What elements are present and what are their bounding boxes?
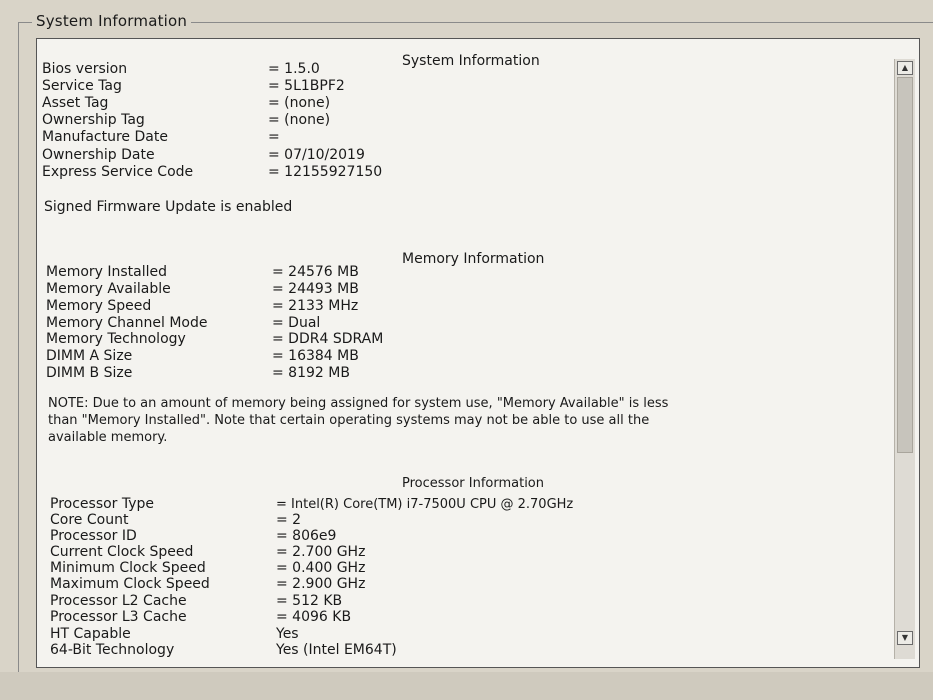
- row-value: Yes: [276, 626, 299, 642]
- memory-section-title: Memory Information: [402, 251, 545, 267]
- chevron-down-icon[interactable]: ▼: [897, 631, 913, 645]
- row-label: Express Service Code: [42, 164, 194, 180]
- row-value: = 2133 MHz: [272, 298, 359, 314]
- scrollbar-thumb[interactable]: [897, 77, 913, 453]
- row-value: = (none): [268, 112, 331, 128]
- row-value: Yes (Intel EM64T): [276, 642, 397, 658]
- row-label: HT Capable: [50, 626, 131, 642]
- memory-note-line: than "Memory Installed". Note that certain operating systems may not be able to use all the: [48, 413, 650, 428]
- row-label: Memory Speed: [46, 298, 152, 314]
- row-label: Current Clock Speed: [50, 544, 194, 560]
- row-label: Manufacture Date: [42, 129, 168, 145]
- row-label: DIMM B Size: [46, 365, 133, 381]
- row-value: = 0.400 GHz: [276, 560, 366, 576]
- row-value: = 2: [276, 512, 302, 528]
- row-value: = 4096 KB: [276, 609, 352, 625]
- row-value: = 07/10/2019: [268, 147, 365, 163]
- row-label: Ownership Date: [42, 147, 155, 163]
- row-value: = 2.700 GHz: [276, 544, 366, 560]
- chevron-up-icon[interactable]: ▲: [897, 61, 913, 75]
- row-value: = 5L1BPF2: [268, 78, 345, 94]
- row-label: DIMM A Size: [46, 348, 133, 364]
- row-value: = 806e9: [276, 528, 337, 544]
- row-label: Ownership Tag: [42, 112, 145, 128]
- row-label: Service Tag: [42, 78, 122, 94]
- row-value: = Intel(R) Core(TM) i7-7500U CPU @ 2.70GHz: [276, 497, 574, 512]
- row-value: = (none): [268, 95, 331, 111]
- row-value: =: [268, 129, 280, 145]
- row-label: Processor ID: [50, 528, 137, 544]
- row-label: Memory Installed: [46, 264, 168, 280]
- row-value: = 16384 MB: [272, 348, 359, 364]
- row-label: Processor L2 Cache: [50, 593, 187, 609]
- row-value: = 24576 MB: [272, 264, 359, 280]
- row-label: Minimum Clock Speed: [50, 560, 206, 576]
- system-info-panel: [36, 38, 920, 668]
- row-label: Memory Channel Mode: [46, 315, 208, 331]
- row-value: = 8192 MB: [272, 365, 350, 381]
- bottom-bar: [0, 672, 933, 700]
- row-value: = 1.5.0: [268, 61, 320, 77]
- row-value: = 24493 MB: [272, 281, 359, 297]
- row-value: = 2.900 GHz: [276, 576, 366, 592]
- row-label: Core Count: [50, 512, 129, 528]
- memory-note-line: NOTE: Due to an amount of memory being assigned for system use, "Memory Available" is less: [48, 396, 669, 411]
- row-value: = 12155927150: [268, 164, 383, 180]
- row-value: = 512 KB: [276, 593, 343, 609]
- vertical-scrollbar[interactable]: [894, 59, 915, 659]
- memory-note-line: available memory.: [48, 430, 168, 445]
- row-label: Bios version: [42, 61, 128, 77]
- row-value: = DDR4 SDRAM: [272, 331, 384, 347]
- row-label: Asset Tag: [42, 95, 109, 111]
- row-label: Memory Technology: [46, 331, 186, 347]
- firmware-note: Signed Firmware Update is enabled: [44, 199, 293, 215]
- system-section-title: System Information: [402, 53, 540, 69]
- row-label: Memory Available: [46, 281, 171, 297]
- row-label: 64-Bit Technology: [50, 642, 175, 658]
- processor-section-title: Processor Information: [402, 476, 544, 491]
- group-title: System Information: [32, 12, 191, 30]
- row-label: Maximum Clock Speed: [50, 576, 210, 592]
- row-label: Processor L3 Cache: [50, 609, 187, 625]
- row-value: = Dual: [272, 315, 321, 331]
- row-label: Processor Type: [50, 496, 155, 512]
